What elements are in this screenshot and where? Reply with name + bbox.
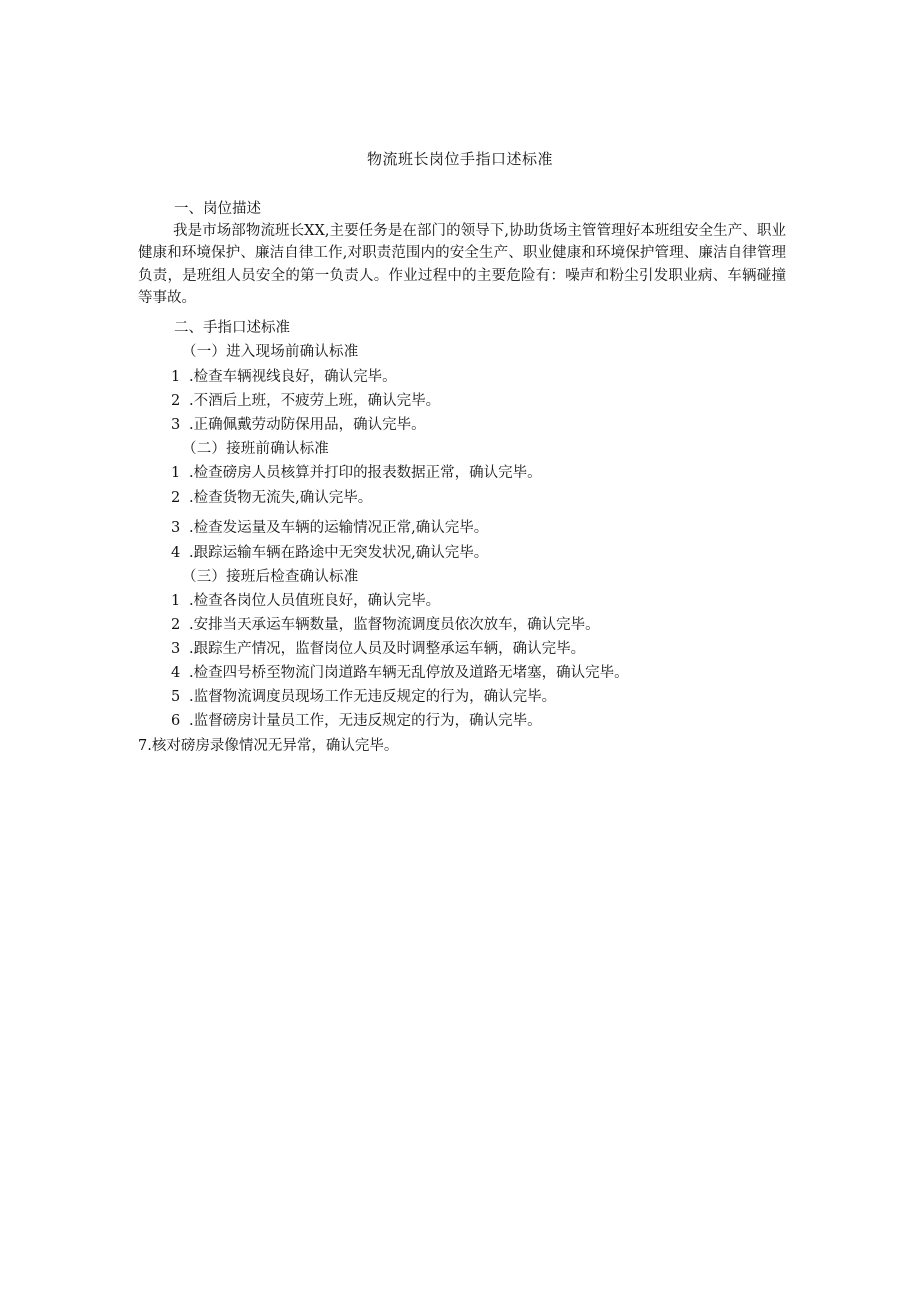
item-text: .安排当天承运车辆数量，监督物流调度员依次放车，确认完毕。 [189, 617, 600, 633]
item-number: 3 [171, 520, 181, 536]
item-text: .检查货物无流失,确认完毕。 [189, 490, 373, 506]
item-text: .监督物流调度员现场工作无违反规定的行为，确认完毕。 [189, 689, 557, 705]
item-text: .监督磅房计量员工作，无违反规定的行为，确认完毕。 [189, 713, 542, 729]
list-item [171, 688, 556, 706]
list-item-last: 7.核对磅房录像情况无异常，确认完毕。 [138, 738, 399, 754]
item-text: .检查车辆视线良好，确认完毕。 [189, 369, 397, 385]
item-number: 6 [171, 713, 181, 729]
group-heading-before-site: （一）进入现场前确认标准 [182, 344, 359, 360]
list-item [171, 368, 397, 386]
item-number: 5 [171, 689, 181, 705]
item-text: .检查各岗位人员值班良好，确认完毕。 [189, 593, 441, 609]
document-title: 物流班长岗位手指口述标准 [366, 150, 553, 168]
item-text: .跟踪生产情况，监督岗位人员及时调整承运车辆，确认完毕。 [189, 641, 586, 657]
item-number: 1 [171, 465, 181, 481]
item-number: 4 [171, 545, 181, 561]
item-text: .正确佩戴劳动防保用品，确认完毕。 [189, 417, 426, 433]
list-item [171, 464, 542, 482]
list-item [171, 664, 629, 682]
group-heading-before-shift: （二）接班前确认标准 [182, 441, 329, 457]
item-text: .检查发运量及车辆的运输情况正常,确认完毕。 [189, 520, 489, 536]
item-number: 3 [171, 417, 181, 433]
list-item [171, 519, 488, 537]
item-text: .跟踪运输车辆在路途中无突发状况,确认完毕。 [189, 545, 489, 561]
item-number: 1 [171, 593, 181, 609]
item-number: 3 [171, 641, 181, 657]
job-description-paragraph: 我是市场部物流班长XX,主要任务是在部门的领导下,协助货场主管管理好本班组安全生产、职业健康和环境保护、廉洁自律工作,对职责范围内的安全生产、职业健康和环境保护管理、廉洁自律管理负责，是班组人员安全的第一负责人。作业过程中的主要危险有：噪声和粉尘引发职业病、车辆碰撞等事故。 [138, 223, 786, 306]
item-number: 4 [171, 665, 181, 681]
list-item [171, 489, 372, 507]
group-heading-after-shift: （三）接班后检查确认标准 [182, 569, 359, 585]
item-number: 2 [171, 490, 181, 506]
list-item [171, 616, 600, 634]
list-item [171, 544, 488, 562]
item-text: .不酒后上班，不疲劳上班，确认完毕。 [189, 393, 441, 409]
section-heading-job-description: 一、岗位描述 [174, 201, 261, 217]
item-text: .检查磅房人员核算并打印的报表数据正常，确认完毕。 [189, 465, 542, 481]
item-number: 2 [171, 393, 181, 409]
list-item [171, 640, 585, 658]
item-number: 2 [171, 617, 181, 633]
list-item [171, 712, 542, 730]
list-item [171, 392, 440, 410]
list-item [171, 592, 440, 610]
list-item [171, 416, 426, 434]
item-number: 1 [171, 369, 181, 385]
item-text: .检查四号桥至物流门岗道路车辆无乱停放及道路无堵塞，确认完毕。 [189, 665, 629, 681]
section-heading-standards: 二、手指口述标准 [174, 320, 290, 336]
